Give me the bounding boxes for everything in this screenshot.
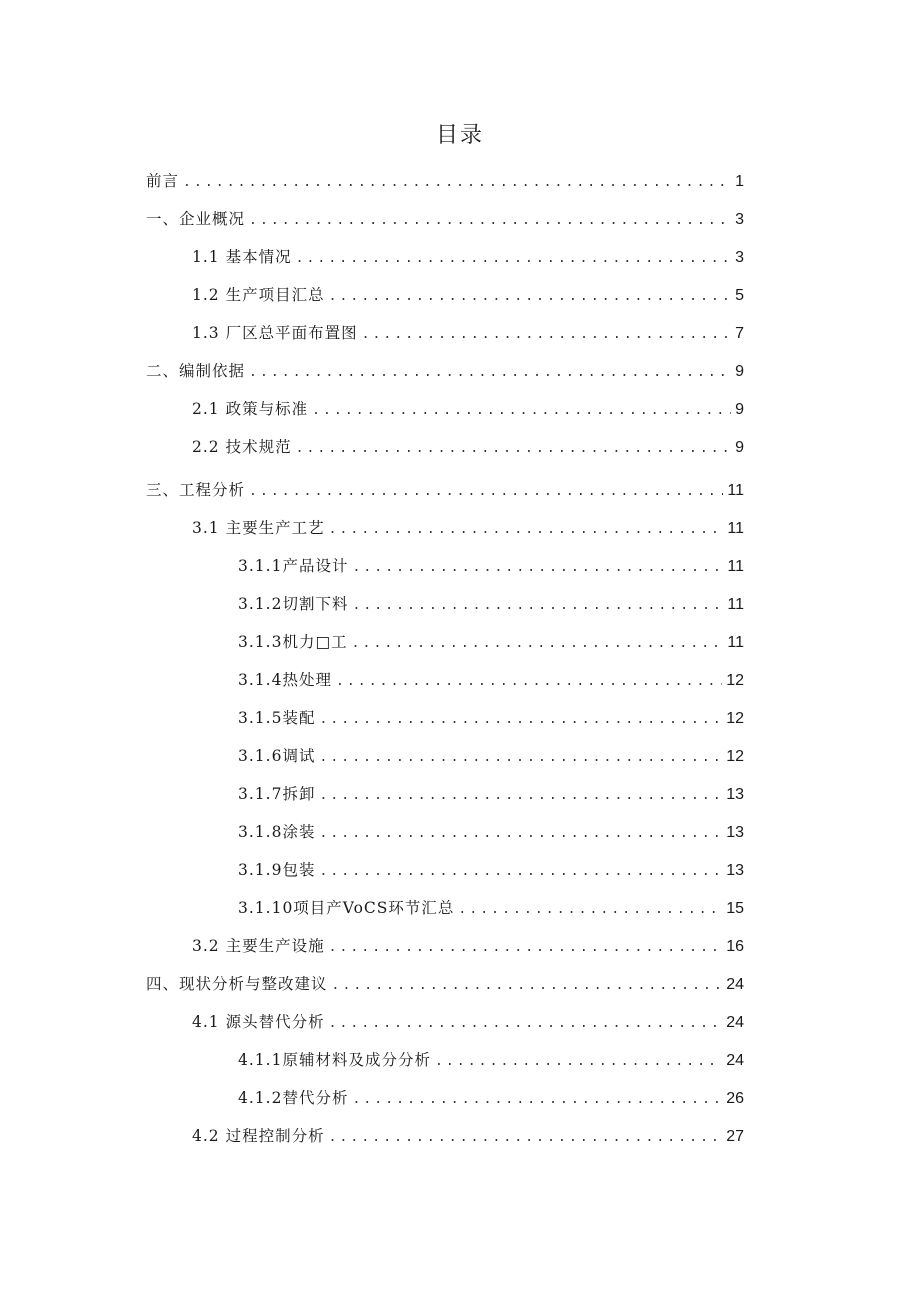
toc-page-number: 13 xyxy=(726,786,744,803)
toc-page-number: 24 xyxy=(726,1052,744,1069)
toc-entry-chapter-3[interactable] xyxy=(146,478,744,502)
toc-page-number: 12 xyxy=(726,748,744,765)
toc-page-number: 9 xyxy=(735,401,744,418)
toc-entry-label: 4.1 源头替代分析 xyxy=(192,1013,325,1031)
dot-leader xyxy=(458,898,722,922)
dot-leader xyxy=(332,974,723,998)
dot-leader xyxy=(336,670,722,694)
toc-entry-chapter-2[interactable] xyxy=(146,359,744,383)
toc-entry-label: 1.2 生产项目汇总 xyxy=(192,286,325,304)
toc-entry-section-1-3[interactable] xyxy=(192,321,744,345)
toc-entry-label: 3.1.4热处理 xyxy=(238,671,332,689)
dot-leader xyxy=(249,209,731,233)
toc-entry-label: 1.1 基本情况 xyxy=(192,248,292,266)
toc-entry-subsection-3-1-6[interactable] xyxy=(238,744,744,768)
toc-entry-label: 2.1 政策与标准 xyxy=(192,400,309,418)
toc-entry-subsection-3-1-4[interactable] xyxy=(238,668,744,692)
dot-leader xyxy=(296,437,732,461)
toc-page-number: 3 xyxy=(735,211,744,228)
toc-page-number: 11 xyxy=(727,596,744,613)
toc-page-number: 12 xyxy=(726,672,744,689)
toc-page-number: 11 xyxy=(727,520,744,537)
toc-entry-subsection-3-1-8[interactable] xyxy=(238,820,744,844)
toc-page-number: 13 xyxy=(726,862,744,879)
toc-entry-section-3-2[interactable] xyxy=(192,934,744,958)
toc-entry-label: 3.1.9包装 xyxy=(238,861,316,879)
dot-leader xyxy=(352,594,723,618)
dot-leader xyxy=(352,632,724,656)
dot-leader xyxy=(296,247,732,271)
toc-entry-label: 3.1.7拆卸 xyxy=(238,785,316,803)
dot-leader xyxy=(362,323,732,347)
toc-entry-chapter-1[interactable] xyxy=(146,207,744,231)
toc-page-number: 5 xyxy=(735,287,744,304)
toc-entry-subsection-3-1-5[interactable] xyxy=(238,706,744,730)
toc-page-number: 9 xyxy=(735,439,744,456)
toc-entry-label: 二、编制依据 xyxy=(146,362,246,380)
toc-page-number: 3 xyxy=(735,249,744,266)
toc-entry-section-1-2[interactable] xyxy=(192,283,744,307)
toc-entry-label: 3.2 主要生产设施 xyxy=(192,937,325,955)
toc-entry-label: 1.3 厂区总平面布置图 xyxy=(192,324,358,342)
toc-page-number: 7 xyxy=(735,325,744,342)
toc-entry-label: 前言 xyxy=(146,172,180,190)
dot-leader xyxy=(319,822,722,846)
toc-entry-label: 四、现状分析与整改建议 xyxy=(146,975,328,993)
toc-page-number: 15 xyxy=(726,900,744,917)
toc-entry-section-1-1[interactable] xyxy=(192,245,744,269)
dot-leader xyxy=(329,936,723,960)
toc-entry-subsection-3-1-2[interactable] xyxy=(238,592,744,616)
dot-leader xyxy=(249,480,723,504)
toc-entry-label: 4.2 过程控制分析 xyxy=(192,1127,325,1145)
toc-entry-label: 4.1.1原辅材料及成分分析 xyxy=(238,1051,431,1069)
toc-entry-section-3-1[interactable] xyxy=(192,516,744,540)
toc-entry-label: 2.2 技术规范 xyxy=(192,438,292,456)
toc-page-number: 26 xyxy=(726,1090,744,1107)
toc-entry-label: 三、工程分析 xyxy=(146,481,246,499)
dot-leader xyxy=(319,708,722,732)
toc-entry-label: 3.1.3机力□工 xyxy=(238,633,348,651)
toc-page-number: 11 xyxy=(727,634,744,651)
dot-leader xyxy=(183,171,731,195)
toc-page-number: 27 xyxy=(726,1128,744,1145)
toc-entry-subsection-4-1-1[interactable] xyxy=(238,1048,744,1072)
dot-leader xyxy=(319,860,722,884)
toc-entry-subsection-3-1-7[interactable] xyxy=(238,782,744,806)
toc-entry-label: 一、企业概况 xyxy=(146,210,246,228)
toc-entry-label: 3.1.6调试 xyxy=(238,747,316,765)
dot-leader xyxy=(319,784,722,808)
dot-leader xyxy=(329,285,732,309)
toc-page-number: 11 xyxy=(727,482,744,499)
toc-page-number: 13 xyxy=(726,824,744,841)
dot-leader xyxy=(329,1012,723,1036)
toc-entry-label: 3.1.2切割下料 xyxy=(238,595,349,613)
toc-entry-label: 4.1.2替代分析 xyxy=(238,1089,349,1107)
toc-entry-subsection-3-1-9[interactable] xyxy=(238,858,744,882)
toc-entry-section-2-2[interactable] xyxy=(192,435,744,459)
toc-entry-section-2-1[interactable] xyxy=(192,397,744,421)
toc-page-number: 16 xyxy=(726,938,744,955)
toc-page-number: 24 xyxy=(726,1014,744,1031)
dot-leader xyxy=(319,746,722,770)
dot-leader xyxy=(249,361,731,385)
toc-entry-subsection-3-1-1[interactable] xyxy=(238,554,744,578)
toc-entry-label: 3.1.10项目产VoCS环节汇总 xyxy=(238,899,455,917)
toc-entry-preface[interactable] xyxy=(146,169,744,193)
dot-leader xyxy=(329,1126,723,1150)
toc-page-number: 24 xyxy=(726,976,744,993)
dot-leader xyxy=(312,399,731,423)
toc-entry-section-4-2[interactable] xyxy=(192,1124,744,1148)
dot-leader xyxy=(352,556,723,580)
toc-page-number: 11 xyxy=(727,558,744,575)
toc-entry-label: 3.1.8涂装 xyxy=(238,823,316,841)
toc-entry-subsection-3-1-10[interactable] xyxy=(238,896,744,920)
dot-leader xyxy=(352,1088,722,1112)
toc-page-number: 9 xyxy=(735,363,744,380)
toc-entry-subsection-3-1-3[interactable] xyxy=(238,630,744,654)
toc-page-number: 12 xyxy=(726,710,744,727)
toc-entry-label: 3.1.1产品设计 xyxy=(238,557,349,575)
toc-page-number: 1 xyxy=(735,173,744,190)
toc-entry-chapter-4[interactable] xyxy=(146,972,744,996)
page-title: 目录 xyxy=(435,123,484,148)
toc-entry-section-4-1[interactable] xyxy=(192,1010,744,1034)
toc-entry-subsection-4-1-2[interactable] xyxy=(238,1086,744,1110)
toc-entry-label: 3.1.5装配 xyxy=(238,709,316,727)
dot-leader xyxy=(329,518,724,542)
toc-entry-label: 3.1 主要生产工艺 xyxy=(192,519,325,537)
dot-leader xyxy=(435,1050,722,1074)
